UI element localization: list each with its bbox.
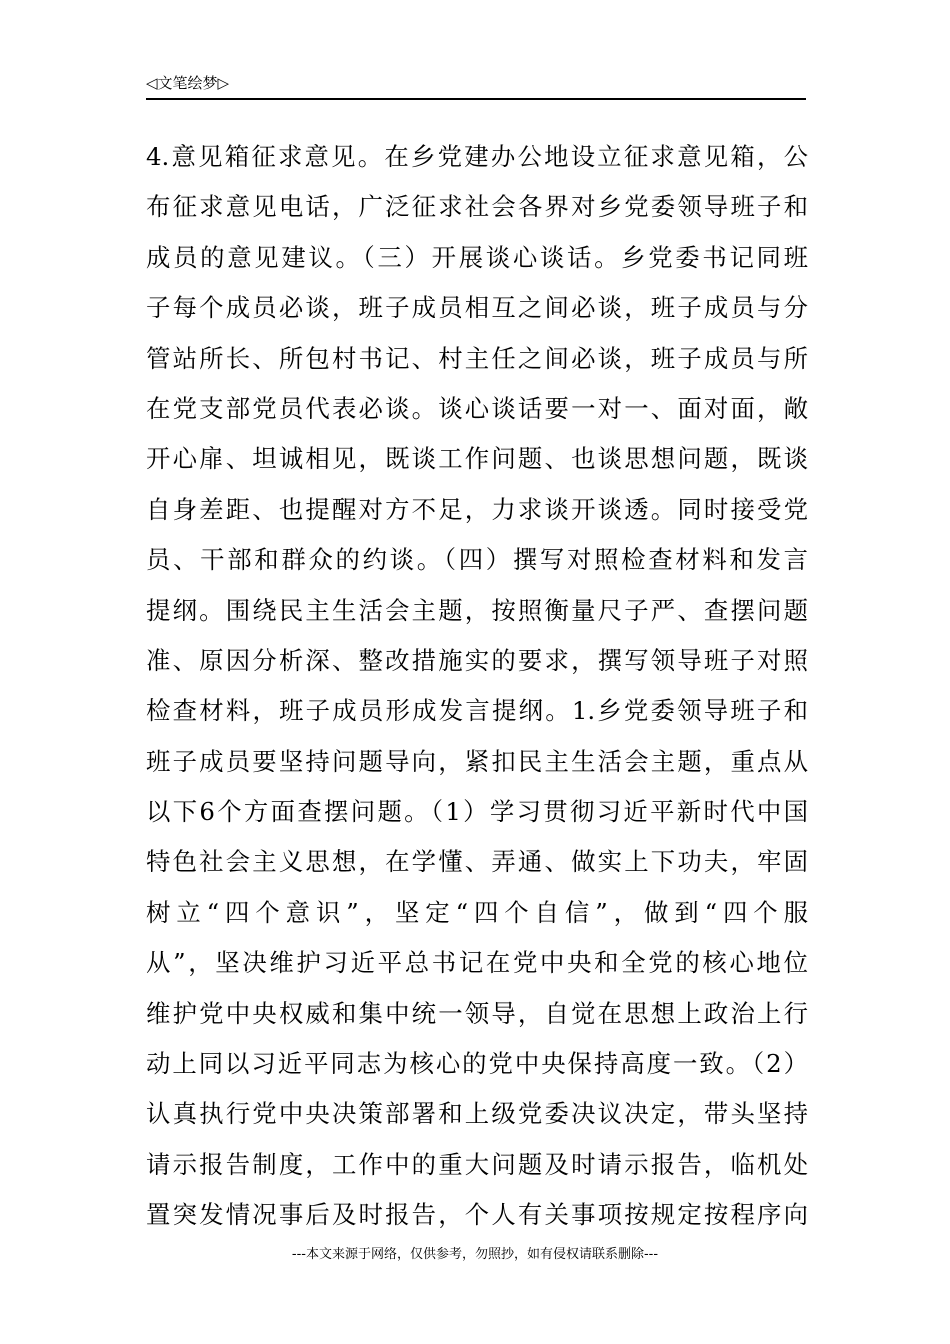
body-line: 准、原因分析深、整改措施实的要求，撰写领导班子对照 [146, 645, 808, 675]
page-header [146, 72, 806, 100]
body-line: 4.意见箱征求意见。在乡党建办公地设立征求意见箱，公 [146, 142, 808, 171]
body-line: 动上同以习近平同志为核心的党中央保持高度一致。（2） [146, 1049, 808, 1079]
body-line: 认真执行党中央决策部署和上级党委决议决定，带头坚持 [146, 1099, 808, 1129]
body-line: 以下6个方面查摆问题。（1）学习贯彻习近平新时代中国 [146, 797, 808, 827]
body-line: 提纲。围绕民主生活会主题，按照衡量尺子严、查摆问题 [146, 595, 808, 625]
body-line: 子每个成员必谈，班子成员相互之间必谈，班子成员与分 [146, 293, 808, 323]
body-line: 在党支部党员代表必谈。谈心谈话要一对一、面对面，敞 [146, 393, 808, 423]
body-line: 班子成员要坚持问题导向，紧扣民主生活会主题，重点从 [146, 746, 808, 776]
body-line: 特色社会主义思想，在学懂、弄通、做实上下功夫，牢固 [146, 847, 808, 877]
body-line: 管站所长、所包村书记、村主任之间必谈，班子成员与所 [146, 343, 808, 373]
body-line: 布征求意见电话，广泛征求社会各界对乡党委领导班子和 [146, 192, 808, 222]
body-line: 从”，坚决维护习近平总书记在党中央和全党的核心地位 [146, 948, 808, 978]
body-line: 成员的意见建议。（三）开展谈心谈话。乡党委书记同班 [146, 242, 808, 272]
body-line: 员、干部和群众的约谈。（四）撰写对照检查材料和发言 [146, 545, 808, 575]
body-line: 请示报告制度，工作中的重大问题及时请示报告，临机处 [146, 1149, 808, 1179]
body-line: 维护党中央权威和集中统一领导，自觉在思想上政治上行 [146, 998, 808, 1028]
header-title: ◁文笔绘梦▷ [146, 74, 230, 92]
body-line: 树立“四个意识”，坚定“四个自信”，做到“四个服 [146, 897, 808, 927]
body-text [146, 132, 808, 1241]
body-line: 自身差距、也提醒对方不足，力求谈开谈透。同时接受党 [146, 494, 808, 524]
body-line: 开心扉、坦诚相见，既谈工作问题、也谈思想问题，既谈 [146, 444, 808, 474]
body-line: 置突发情况事后及时报告，个人有关事项按规定按程序向 [146, 1200, 808, 1230]
body-line: 检查材料，班子成员形成发言提纲。1.乡党委领导班子和 [146, 696, 808, 726]
page-footer: ---本文来源于网络，仅供参考，勿照抄，如有侵权请联系删除--- [291, 1247, 659, 1262]
